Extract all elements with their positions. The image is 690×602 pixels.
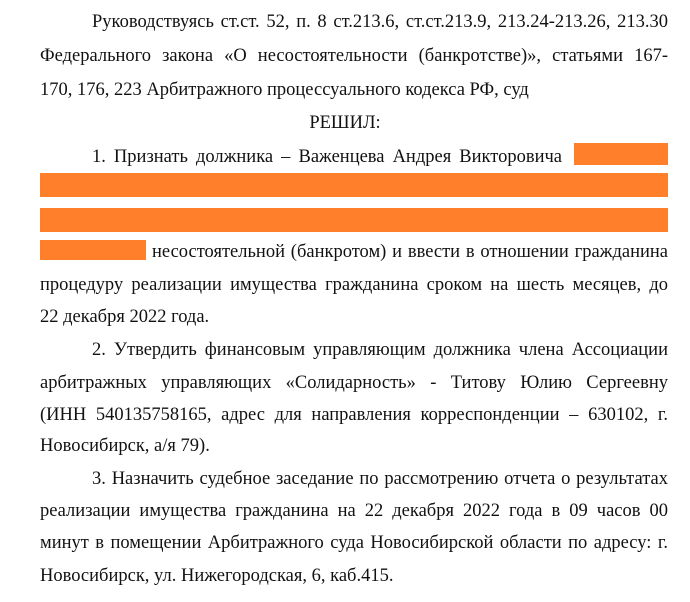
decision-heading: РЕШИЛ:	[309, 113, 381, 133]
preamble-line-3: 170, 176, 223 Арбитражного процессуального кодекса РФ, суд	[40, 80, 529, 100]
item3-line-2: реализации имущества гражданина на 22 декабря 2022 года в 09 часов 00	[40, 501, 668, 521]
item1-line-5: процедуру реализации имущества гражданина сроком на шесть месяцев, до	[40, 275, 668, 295]
redaction-bar	[40, 240, 146, 260]
item3-line-3: минут в помещении Арбитражного суда Новосибирской области по адресу: г.	[40, 533, 668, 553]
item1-line-1: 1. Признать должника – Важенцева Андрея Викторовича	[92, 147, 562, 167]
preamble-line-1: Руководствуясь ст.ст. 52, п. 8 ст.213.6, ст.ст.213.9, 213.24-213.26, 213.30	[92, 12, 668, 32]
item3-line-4: Новосибирск, ул. Нижегородская, 6, каб.415.	[40, 566, 394, 586]
redaction-bar	[40, 208, 668, 232]
item1-line-6: 22 декабря 2022 года.	[40, 307, 210, 327]
item3-line-1: 3. Назначить судебное заседание по рассмотрению отчета о результатах	[92, 469, 668, 489]
item1-line-4: несостоятельной (банкротом) и ввести в отношении гражданина	[152, 242, 668, 262]
redaction-bar	[40, 173, 668, 197]
item2-line-1: 2. Утвердить финансовым управляющим должника члена Ассоциации	[92, 340, 668, 360]
preamble-line-2: Федерального закона «О несостоятельности (банкротстве)», статьями 167-	[40, 46, 668, 66]
redaction-bar	[574, 143, 668, 165]
item2-line-4: Новосибирск, а/я 79).	[40, 436, 210, 456]
item2-line-3: (ИНН 540135758165, адрес для направления корреспонденции – 630102, г.	[40, 405, 668, 425]
item2-line-2: арбитражных управляющих «Солидарность» - Титову Юлию Сергеевну	[40, 373, 668, 393]
